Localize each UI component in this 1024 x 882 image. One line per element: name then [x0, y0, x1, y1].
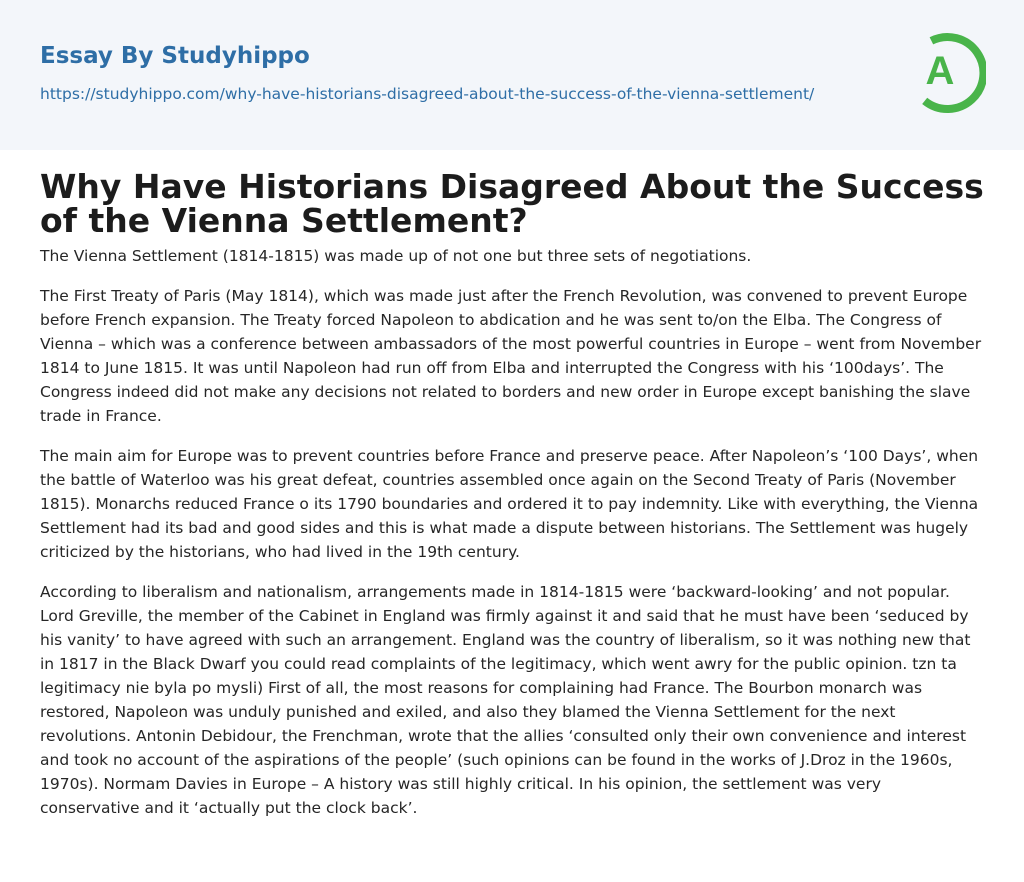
site-brand[interactable]: Essay By Studyhippo — [40, 43, 310, 69]
article — [40, 167, 984, 836]
site-header — [0, 0, 1024, 150]
article-paragraph: The First Treaty of Paris (May 1814), which was made just after the French Revolution, was convened to prevent Europe before French expansion. The Treaty forced Napoleon to abdication and he was sent to/on the Elba. The Congress of Vienna – which was a conference between ambassadors of the most powerful countries in Europe – went from November 1814 to June 1815. It was until Napoleon had run off from Elba and interrupted the Congress with his ‘100days’. The Congress indeed did not make any decisions not related to borders and new order in Europe except banishing the slave trade in France. — [40, 287, 982, 425]
source-url-link[interactable]: https://studyhippo.com/why-have-historians-disagreed-about-the-success-of-the-vienna-settlement/ — [40, 85, 815, 103]
logo-letter: A — [925, 49, 955, 93]
article-title: Why Have Historians Disagreed About the Success of the Vienna Settlement? — [40, 167, 984, 240]
studyhippo-logo-icon[interactable] — [910, 29, 986, 115]
article-paragraph: According to liberalism and nationalism, arrangements made in 1814-1815 were ‘backward-looking’ and not popular. Lord Greville, the member of the Cabinet in England was firmly against it and said that he must have been ‘seduced by his vanity’ to have agreed with such an arrangement. England was the country of liberalism, so it was nothing new that in 1817 in the Black Dwarf you could read complaints of the legitimacy, which went awry for the public opinion. tzn ta legitimacy nie byla po mysli) First of all, the most reasons for complaining had France. The Bourbon monarch was restored, Napoleon was unduly punished and exiled, and also they blamed the Vienna Settlement for the next revolutions. Antonin Debidour, the Frenchman, wrote that the allies ‘consulted only their own convenience and interest and took no account of the aspirations of the people’ (such opinions can be found in the works of J.Droz in the 1960s, 1970s). Normam Davies in Europe – A history was still highly critical. In his opinion, the settlement was very conservative and it ‘actually put the clock back’. — [40, 583, 971, 817]
article-paragraph: The Vienna Settlement (1814-1815) was made up of not one but three sets of negotiations. — [40, 247, 752, 265]
article-paragraph: The main aim for Europe was to prevent countries before France and preserve peace. After Napoleon’s ‘100 Days’, when the battle of Waterloo was his great defeat, countries assembled once again on the Second Treaty of Paris (November 1815). Monarchs reduced France o its 1790 boundaries and ordered it to pay indemnity. Like with everything, the Vienna Settlement had its bad and good sides and this is what made a dispute between historians. The Settlement was hugely criticized by the historians, who had lived in the 19th century. — [40, 447, 979, 561]
